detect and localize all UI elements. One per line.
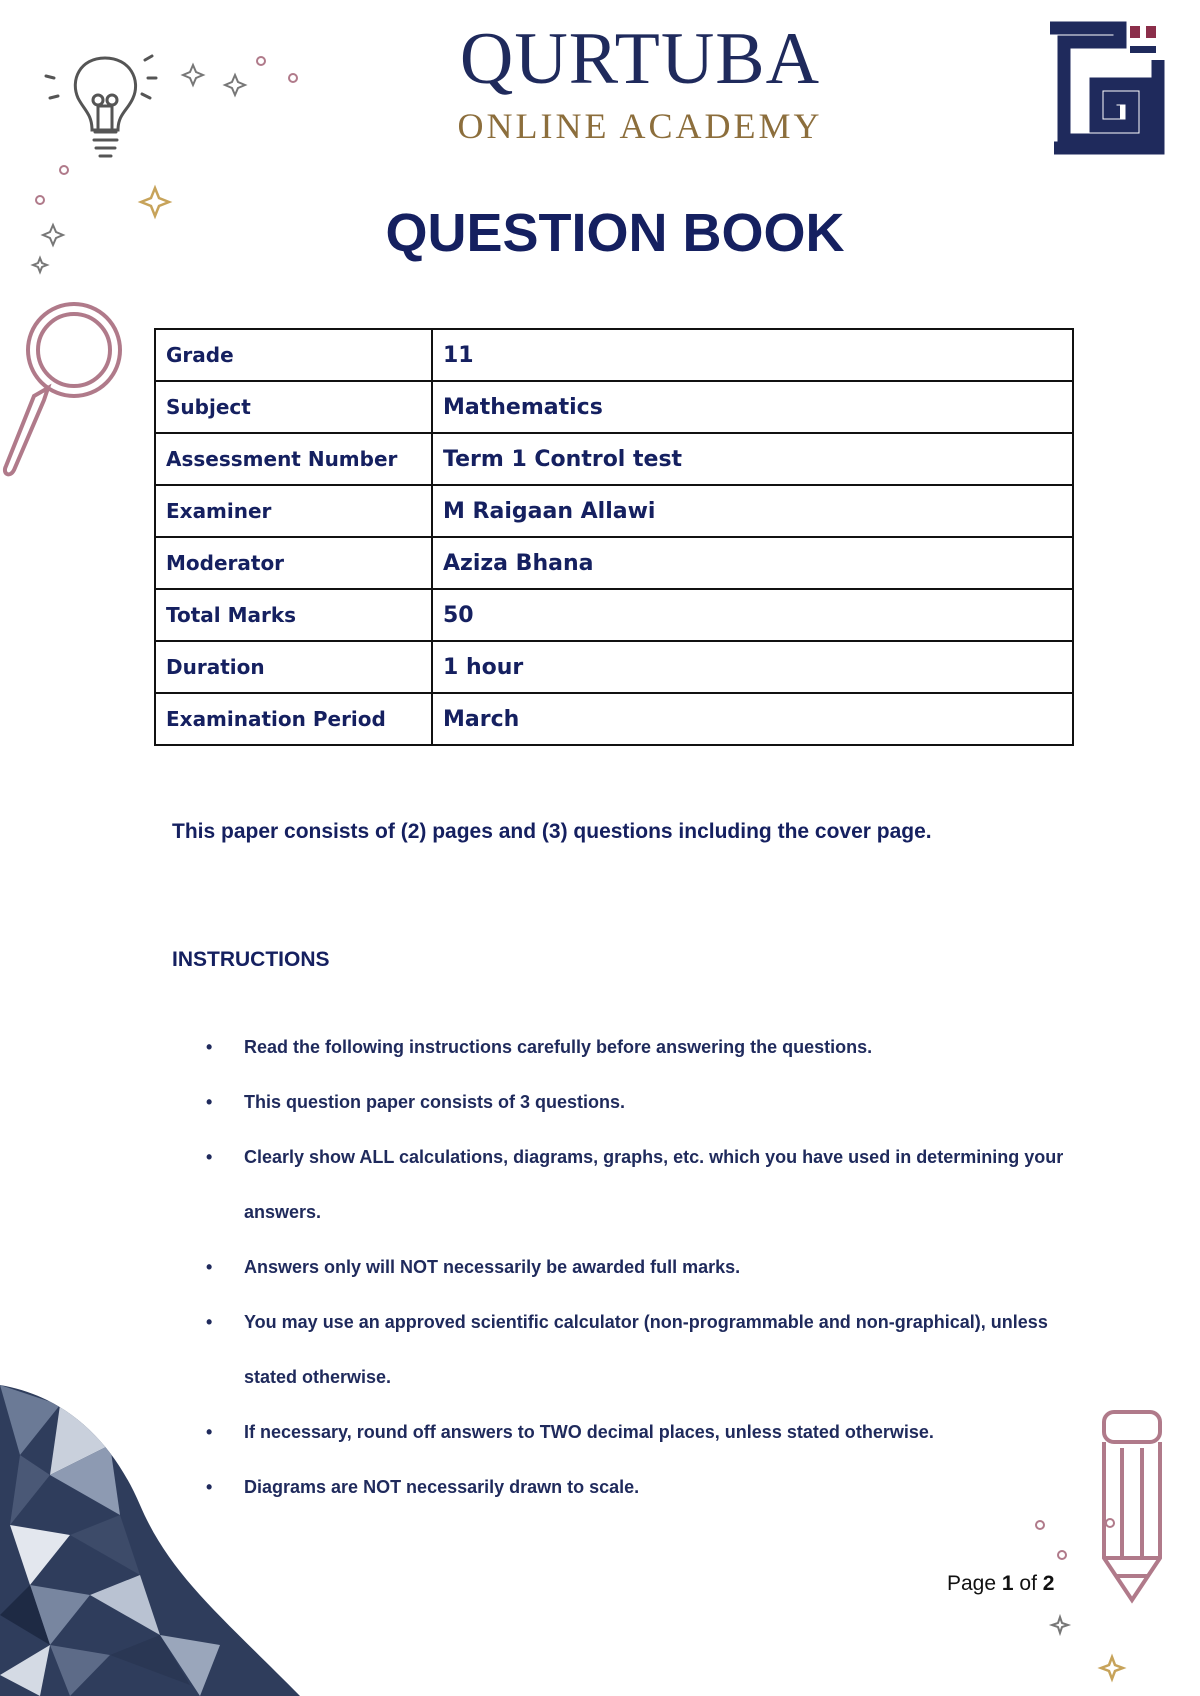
table-row: [155, 381, 1073, 433]
row-value: Aziza Bhana: [432, 537, 1073, 589]
of-word: of: [1019, 1572, 1037, 1595]
bullet-icon: •: [206, 1147, 213, 1167]
instruction-text: Read the following instructions carefully before answering the questions.: [244, 1037, 873, 1057]
instruction-text: Clearly show ALL calculations, diagrams, graphs, etc. which you have used in determining your answers.: [244, 1147, 1064, 1222]
row-value: 1 hour: [432, 641, 1073, 693]
row-value: Term 1 Control test: [432, 433, 1073, 485]
table-row: [155, 693, 1073, 745]
bullet-icon: •: [206, 1037, 213, 1057]
academy-logo-icon: [1050, 20, 1165, 155]
instruction-text: Diagrams are NOT necessarily drawn to scale.: [244, 1477, 640, 1497]
list-item: [200, 1405, 1080, 1460]
instruction-text: Answers only will NOT necessarily be awarded full marks.: [244, 1257, 741, 1277]
list-item: [200, 1075, 1080, 1130]
page-total: 2: [1042, 1572, 1055, 1595]
row-label: Duration: [155, 641, 432, 693]
table-row: [155, 485, 1073, 537]
list-item: [200, 1295, 1080, 1405]
magnifying-glass-icon: [0, 292, 130, 482]
instructions-list: [200, 1020, 1080, 1515]
instruction-text: This question paper consists of 3 questions.: [244, 1092, 626, 1112]
paper-consists-text: This paper consists of (2) pages and (3) questions including the cover page.: [172, 820, 932, 843]
list-item: [200, 1130, 1080, 1240]
table-row: [155, 537, 1073, 589]
instruction-text: If necessary, round off answers to TWO decimal places, unless stated otherwise.: [244, 1422, 934, 1442]
instructions-heading: INSTRUCTIONS: [172, 948, 330, 971]
list-item: [200, 1020, 1080, 1075]
bullet-icon: •: [206, 1312, 213, 1332]
row-value: March: [432, 693, 1073, 745]
row-label: Subject: [155, 381, 432, 433]
logo-title: QURTUBA: [459, 18, 821, 100]
row-label: Examination Period: [155, 693, 432, 745]
bullet-icon: •: [206, 1092, 213, 1112]
bullet-icon: •: [206, 1422, 213, 1442]
row-value: Mathematics: [432, 381, 1073, 433]
row-label: Examiner: [155, 485, 432, 537]
instruction-text: You may use an approved scientific calculator (non-programmable and non-graphical), unless stated otherwise.: [244, 1312, 1048, 1387]
row-label: Assessment Number: [155, 433, 432, 485]
page-title: QUESTION BOOK: [385, 203, 845, 263]
page-number: [947, 1572, 1054, 1596]
table-row: [155, 433, 1073, 485]
list-item: [200, 1460, 1080, 1515]
bullet-icon: •: [206, 1257, 213, 1277]
row-value: M Raigaan Allawi: [432, 485, 1073, 537]
page-current: 1: [1001, 1572, 1014, 1595]
row-label: Total Marks: [155, 589, 432, 641]
bullet-icon: •: [206, 1477, 213, 1497]
sparkle-decoration: [1030, 1515, 1140, 1685]
row-value: 11: [432, 329, 1073, 381]
assessment-info-table: [154, 328, 1074, 746]
page-word: Page: [947, 1572, 997, 1595]
table-row: [155, 589, 1073, 641]
logo-subtitle: ONLINE ACADEMY: [457, 106, 823, 146]
row-label: Grade: [155, 329, 432, 381]
table-row: [155, 641, 1073, 693]
list-item: [200, 1240, 1080, 1295]
table-row: [155, 329, 1073, 381]
row-value: 50: [432, 589, 1073, 641]
geometric-pattern-decoration: [0, 1385, 300, 1696]
row-label: Moderator: [155, 537, 432, 589]
